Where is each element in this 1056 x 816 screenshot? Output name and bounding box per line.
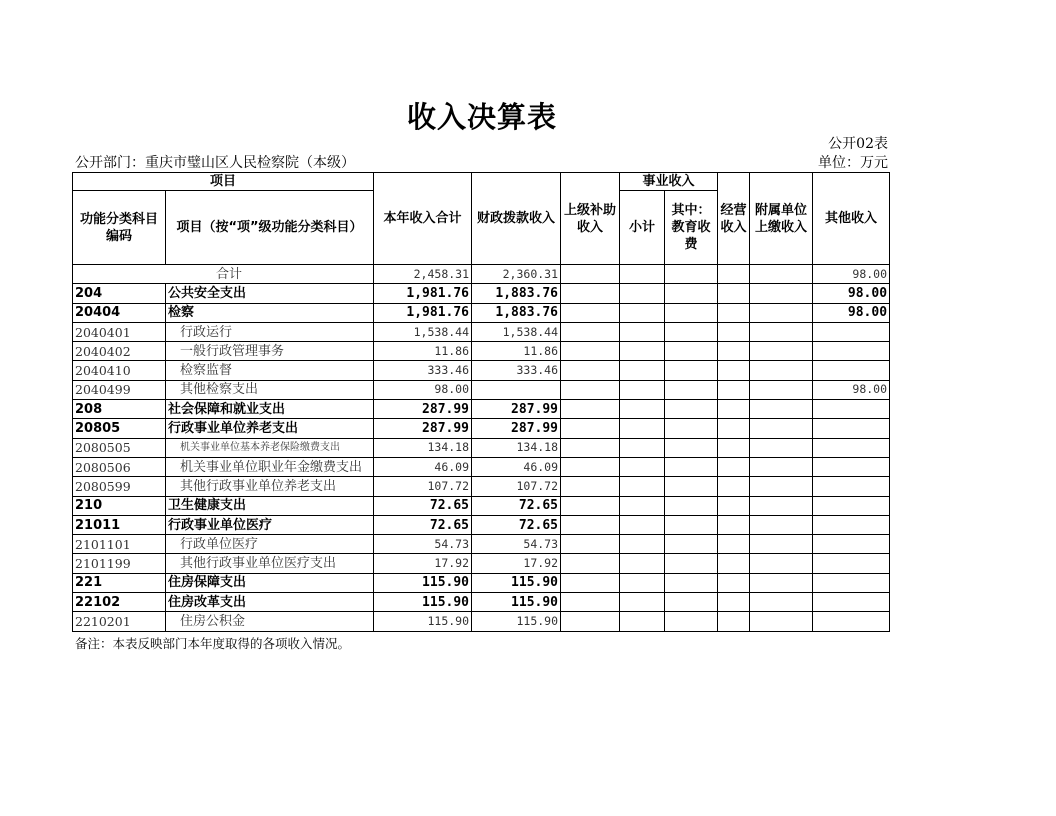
row-affiliated <box>750 361 813 380</box>
row-other: 98.00 <box>813 265 890 284</box>
row-superior <box>561 322 620 341</box>
department-label: 公开部门：重庆市璧山区人民检察院（本级） <box>75 155 355 171</box>
row-superior <box>561 457 620 476</box>
row-other <box>813 342 890 361</box>
row-education <box>665 573 718 592</box>
row-other <box>813 573 890 592</box>
row-fiscal: 1,883.76 <box>472 303 561 322</box>
row-operating <box>718 284 750 303</box>
row-operating <box>718 535 750 554</box>
row-affiliated <box>750 496 813 515</box>
row-affiliated <box>750 554 813 573</box>
header-name: 项目（按“项”级功能分类科目） <box>166 191 374 265</box>
row-fiscal <box>472 380 561 399</box>
row-name: 住房改革支出 <box>166 593 374 612</box>
row-business-subtotal <box>620 477 665 496</box>
table-row <box>73 573 890 592</box>
row-operating <box>718 515 750 534</box>
row-name: 行政事业单位医疗 <box>166 515 374 534</box>
row-affiliated <box>750 265 813 284</box>
row-code: 210 <box>73 496 166 515</box>
row-superior <box>561 593 620 612</box>
row-affiliated <box>750 593 813 612</box>
table-row <box>73 496 890 515</box>
row-business-subtotal <box>620 515 665 534</box>
row-superior <box>561 380 620 399</box>
row-superior <box>561 265 620 284</box>
header-affiliated: 附属单位上缴收入 <box>750 173 813 265</box>
row-name: 检察 <box>166 303 374 322</box>
row-affiliated <box>750 284 813 303</box>
header-total: 本年收入合计 <box>374 173 472 265</box>
row-fiscal: 1,883.76 <box>472 284 561 303</box>
page-title: 收入决算表 <box>406 100 557 134</box>
row-name: 其他行政事业单位医疗支出 <box>166 554 374 573</box>
row-name: 住房保障支出 <box>166 573 374 592</box>
row-education <box>665 535 718 554</box>
row-education <box>665 554 718 573</box>
row-education <box>665 361 718 380</box>
row-education <box>665 342 718 361</box>
row-operating <box>718 265 750 284</box>
row-education <box>665 284 718 303</box>
table-row <box>73 535 890 554</box>
header-code: 功能分类科目编码 <box>73 191 166 265</box>
row-operating <box>718 496 750 515</box>
row-superior <box>561 496 620 515</box>
row-operating <box>718 400 750 419</box>
row-superior <box>561 400 620 419</box>
table-row <box>73 380 890 399</box>
row-affiliated <box>750 419 813 438</box>
row-name: 行政单位医疗 <box>166 535 374 554</box>
row-superior <box>561 419 620 438</box>
header-project: 项目 <box>73 173 374 191</box>
footnote: 备注：本表反映部门本年度取得的各项收入情况。 <box>75 636 351 651</box>
row-code: 2040410 <box>73 361 166 380</box>
row-operating <box>718 573 750 592</box>
row-superior <box>561 284 620 303</box>
row-code: 2040402 <box>73 342 166 361</box>
table-row <box>73 612 890 631</box>
table-row <box>73 400 890 419</box>
row-operating <box>718 342 750 361</box>
row-operating <box>718 322 750 341</box>
row-fiscal: 287.99 <box>472 419 561 438</box>
row-education <box>665 322 718 341</box>
row-fiscal: 1,538.44 <box>472 322 561 341</box>
row-education <box>665 496 718 515</box>
row-name: 行政事业单位养老支出 <box>166 419 374 438</box>
table-row <box>73 419 890 438</box>
row-fiscal: 115.90 <box>472 612 561 631</box>
row-affiliated <box>750 457 813 476</box>
row-total: 333.46 <box>374 361 472 380</box>
row-affiliated <box>750 342 813 361</box>
row-code: 2080599 <box>73 477 166 496</box>
row-total: 287.99 <box>374 400 472 419</box>
row-affiliated <box>750 612 813 631</box>
row-total: 11.86 <box>374 342 472 361</box>
row-name: 公共安全支出 <box>166 284 374 303</box>
row-name: 机关事业单位职业年金缴费支出 <box>166 457 374 476</box>
row-other: 98.00 <box>813 380 890 399</box>
table-row <box>73 342 890 361</box>
row-other <box>813 477 890 496</box>
row-superior <box>561 535 620 554</box>
row-code: 2210201 <box>73 612 166 631</box>
row-fiscal: 72.65 <box>472 515 561 534</box>
table-row <box>73 322 890 341</box>
row-fiscal: 107.72 <box>472 477 561 496</box>
row-code: 221 <box>73 573 166 592</box>
row-superior <box>561 573 620 592</box>
table-row <box>73 477 890 496</box>
row-superior <box>561 515 620 534</box>
row-operating <box>718 419 750 438</box>
header-operating: 经营收入 <box>718 173 750 265</box>
row-affiliated <box>750 322 813 341</box>
header-education: 其中：教育收费 <box>665 191 718 265</box>
row-education <box>665 303 718 322</box>
row-business-subtotal <box>620 612 665 631</box>
row-education <box>665 380 718 399</box>
row-total: 1,538.44 <box>374 322 472 341</box>
row-education <box>665 612 718 631</box>
row-total: 115.90 <box>374 593 472 612</box>
row-total: 1,981.76 <box>374 303 472 322</box>
row-education <box>665 419 718 438</box>
header-fiscal: 财政拨款收入 <box>472 173 561 265</box>
row-code: 21011 <box>73 515 166 534</box>
row-total: 17.92 <box>374 554 472 573</box>
row-business-subtotal <box>620 573 665 592</box>
row-business-subtotal <box>620 535 665 554</box>
row-name: 卫生健康支出 <box>166 496 374 515</box>
row-business-subtotal <box>620 361 665 380</box>
table-row <box>73 515 890 534</box>
row-other <box>813 438 890 457</box>
table-row <box>73 361 890 380</box>
row-code: 20404 <box>73 303 166 322</box>
row-business-subtotal <box>620 342 665 361</box>
row-education <box>665 438 718 457</box>
row-affiliated <box>750 380 813 399</box>
table-row <box>73 457 890 476</box>
row-code: 2101101 <box>73 535 166 554</box>
row-affiliated <box>750 477 813 496</box>
row-superior <box>561 303 620 322</box>
row-education <box>665 457 718 476</box>
row-total: 54.73 <box>374 535 472 554</box>
row-other: 98.00 <box>813 303 890 322</box>
row-other <box>813 400 890 419</box>
row-business-subtotal <box>620 496 665 515</box>
row-code: 22102 <box>73 593 166 612</box>
row-code: 2040401 <box>73 322 166 341</box>
row-superior <box>561 361 620 380</box>
row-name: 检察监督 <box>166 361 374 380</box>
row-fiscal: 134.18 <box>472 438 561 457</box>
row-business-subtotal <box>620 457 665 476</box>
table-row <box>73 438 890 457</box>
row-total: 134.18 <box>374 438 472 457</box>
row-business-subtotal <box>620 438 665 457</box>
income-table <box>72 172 890 632</box>
row-business-subtotal <box>620 284 665 303</box>
header-other: 其他收入 <box>813 173 890 265</box>
form-number: 公开02表 <box>828 136 888 152</box>
row-total: 72.65 <box>374 496 472 515</box>
row-total: 107.72 <box>374 477 472 496</box>
row-code: 2040499 <box>73 380 166 399</box>
row-total: 72.65 <box>374 515 472 534</box>
row-total: 98.00 <box>374 380 472 399</box>
row-education <box>665 400 718 419</box>
row-education <box>665 265 718 284</box>
row-total: 115.90 <box>374 573 472 592</box>
row-fiscal: 17.92 <box>472 554 561 573</box>
row-education <box>665 515 718 534</box>
table-row <box>73 593 890 612</box>
row-fiscal: 2,360.31 <box>472 265 561 284</box>
row-business-subtotal <box>620 322 665 341</box>
row-fiscal: 72.65 <box>472 496 561 515</box>
row-total: 46.09 <box>374 457 472 476</box>
row-business-subtotal <box>620 265 665 284</box>
row-code: 2101199 <box>73 554 166 573</box>
row-total: 1,981.76 <box>374 284 472 303</box>
row-affiliated <box>750 515 813 534</box>
row-other <box>813 419 890 438</box>
table-row <box>73 303 890 322</box>
row-operating <box>718 380 750 399</box>
row-business-subtotal <box>620 554 665 573</box>
row-affiliated <box>750 535 813 554</box>
row-operating <box>718 593 750 612</box>
table-row <box>73 554 890 573</box>
header-business: 事业收入 <box>620 173 718 191</box>
row-fiscal: 115.90 <box>472 593 561 612</box>
row-other <box>813 593 890 612</box>
row-education <box>665 593 718 612</box>
row-affiliated <box>750 303 813 322</box>
table-body <box>73 265 890 632</box>
row-other <box>813 612 890 631</box>
row-operating <box>718 554 750 573</box>
row-operating <box>718 457 750 476</box>
row-other <box>813 457 890 476</box>
row-business-subtotal <box>620 303 665 322</box>
row-name: 一般行政管理事务 <box>166 342 374 361</box>
row-name: 机关事业单位基本养老保险缴费支出 <box>166 438 374 457</box>
row-other <box>813 496 890 515</box>
row-other: 98.00 <box>813 284 890 303</box>
row-name: 其他检察支出 <box>166 380 374 399</box>
row-business-subtotal <box>620 380 665 399</box>
row-affiliated <box>750 400 813 419</box>
row-operating <box>718 438 750 457</box>
row-fiscal: 115.90 <box>472 573 561 592</box>
row-code: 204 <box>73 284 166 303</box>
row-name: 其他行政事业单位养老支出 <box>166 477 374 496</box>
row-superior <box>561 612 620 631</box>
row-operating <box>718 612 750 631</box>
row-fiscal: 11.86 <box>472 342 561 361</box>
row-other <box>813 361 890 380</box>
row-education <box>665 477 718 496</box>
row-superior <box>561 554 620 573</box>
row-other <box>813 515 890 534</box>
row-total: 287.99 <box>374 419 472 438</box>
row-business-subtotal <box>620 419 665 438</box>
unit-label: 单位：万元 <box>818 155 888 171</box>
row-fiscal: 54.73 <box>472 535 561 554</box>
row-code: 20805 <box>73 419 166 438</box>
row-name: 行政运行 <box>166 322 374 341</box>
table-row <box>73 284 890 303</box>
header-subtotal: 小计 <box>620 191 665 265</box>
row-superior <box>561 438 620 457</box>
row-total: 115.90 <box>374 612 472 631</box>
row-superior <box>561 342 620 361</box>
row-code: 2080505 <box>73 438 166 457</box>
row-name: 社会保障和就业支出 <box>166 400 374 419</box>
row-superior <box>561 477 620 496</box>
row-name: 合计 <box>73 265 374 284</box>
row-operating <box>718 303 750 322</box>
row-operating <box>718 361 750 380</box>
row-fiscal: 46.09 <box>472 457 561 476</box>
row-operating <box>718 477 750 496</box>
row-business-subtotal <box>620 593 665 612</box>
row-code: 2080506 <box>73 457 166 476</box>
row-fiscal: 287.99 <box>472 400 561 419</box>
row-other <box>813 554 890 573</box>
row-affiliated <box>750 438 813 457</box>
table-row <box>73 265 890 284</box>
row-fiscal: 333.46 <box>472 361 561 380</box>
row-other <box>813 535 890 554</box>
header-superior: 上级补助收入 <box>561 173 620 265</box>
row-affiliated <box>750 573 813 592</box>
row-code: 208 <box>73 400 166 419</box>
row-total: 2,458.31 <box>374 265 472 284</box>
row-business-subtotal <box>620 400 665 419</box>
row-name: 住房公积金 <box>166 612 374 631</box>
row-other <box>813 322 890 341</box>
